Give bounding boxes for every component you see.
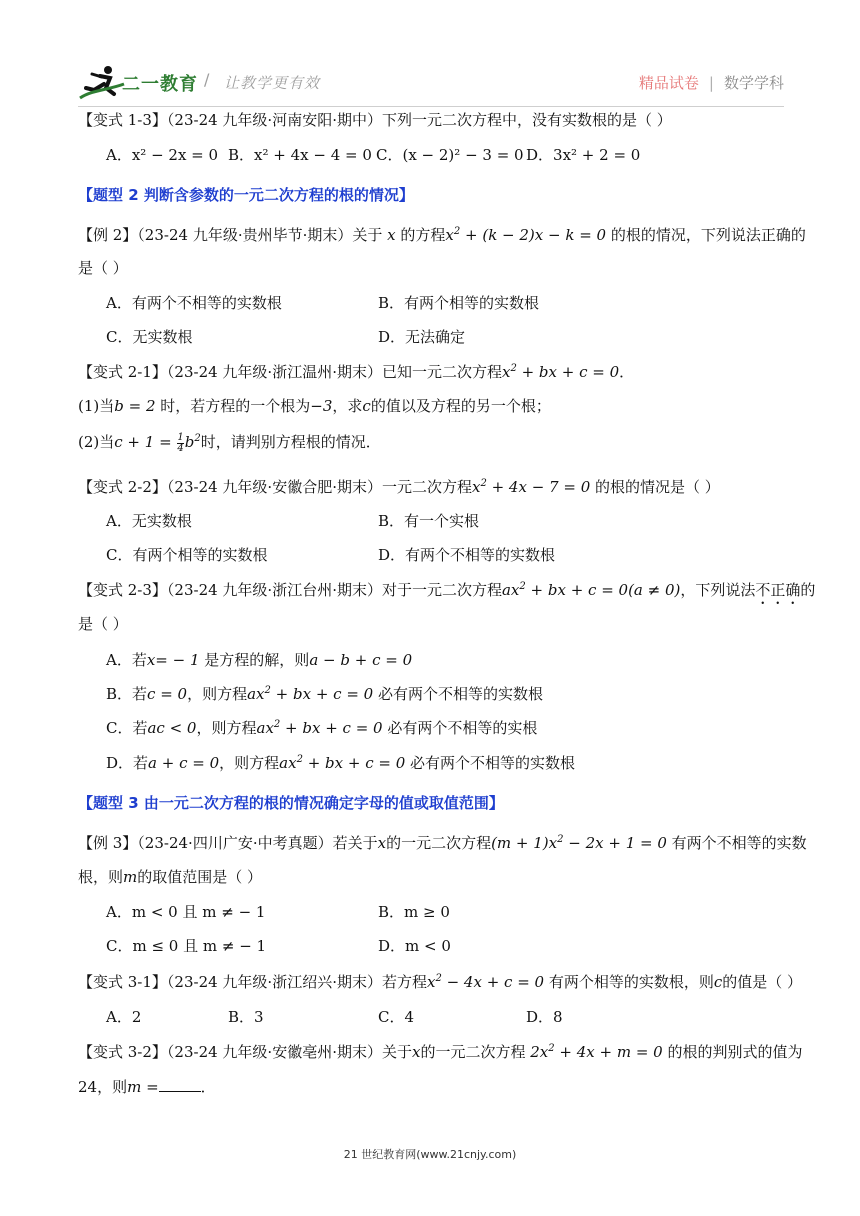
ex2-option-a: A．有两个不相等的实数根 (106, 294, 282, 312)
q31-stem-b: 有两个相等的实数根，则 (544, 973, 714, 991)
q23-d-cond: a + c = 0 (148, 754, 220, 772)
q31-stem (78, 972, 802, 992)
ex3-stem (78, 833, 807, 853)
header-right (639, 72, 784, 93)
var-x: x (377, 834, 387, 852)
q23-c-c: 必有两个不相等的实根 (382, 719, 538, 737)
ex2-stem-c: 的根的情况，下列说法正确的 (606, 226, 806, 244)
q23-c-eq: $ax^2$ + bx + c = 0 (256, 719, 383, 737)
q13-option-b: B．x² + 4x − 4 = 0 (228, 146, 372, 164)
answer-blank[interactable] (159, 1077, 201, 1092)
q23-a-result: a − b + c = 0 (309, 651, 413, 669)
ex3-stem-a: 【例 3】（23-24·四川广安·中考真题）若关于 (78, 834, 378, 852)
q22-option-a: A．无实数根 (106, 512, 192, 530)
brand-slogan: 让教学更有效 (224, 74, 321, 92)
q23-b-c: 必有两个不相等的实数根 (373, 685, 543, 703)
q23-stem (78, 580, 815, 608)
q31-option-b: B．3 (228, 1008, 264, 1026)
q23-d-c: 必有两个不相等的实数根 (405, 754, 576, 772)
running-figure-logo-icon (78, 64, 126, 102)
q32-stem-tail (78, 1077, 216, 1097)
q32-stem-b: 的一元二次方程 (420, 1043, 531, 1061)
q23-option-d (106, 753, 575, 773)
q23-b-a: B．若 (106, 685, 148, 703)
ex3-option-b: B．m ≥ 0 (378, 903, 450, 921)
q21-part2 (78, 432, 381, 454)
q23-b-cond: c = 0 (147, 685, 188, 703)
q32-tail-a: 24，则 (78, 1078, 128, 1096)
q23-a-a: A．若 (106, 651, 147, 669)
q21-equation: $x^2$ + bx + c = 0 (501, 363, 620, 381)
q21-stem-a: 【变式 2-1】（23-24 九年级·浙江温州·期末）已知一元二次方程 (78, 363, 502, 381)
subject-label: 数学学科 (723, 74, 784, 92)
q31-stem-c: 的值是（ ） (722, 973, 803, 991)
q23-stem-d: 的 (800, 581, 816, 599)
q23-option-a (106, 650, 412, 670)
ex2-stem-tail: 是（ ） (78, 259, 128, 277)
ex3-option-d: D．m < 0 (378, 937, 451, 955)
q21-p2-b: 时，请判别方程根的情况． (200, 433, 381, 451)
ex3-tail-b: 的取值范围是（ ） (137, 868, 263, 886)
q21-p1-d: 的值以及方程的另一个根； (370, 397, 551, 415)
q31-option-a: A．2 (106, 1008, 142, 1026)
q13-option-c: C．(x − 2)² − 3 = 0 (376, 146, 524, 164)
q21-part1 (78, 396, 551, 416)
var-x: x (411, 1043, 421, 1061)
q31-option-c: C．4 (378, 1008, 415, 1026)
ex3-equation: $(m + 1)x^2 - 2x + 1 = 0$ (491, 834, 667, 852)
q23-stem-b: ，下列说法 (680, 581, 756, 599)
q23-b-b: ，则方程 (187, 685, 248, 703)
q22-option-b: B．有一个实根 (378, 512, 480, 530)
ex2-stem (78, 225, 806, 245)
q23-option-c (106, 718, 537, 738)
q21-p2-a: (2)当 (78, 433, 115, 451)
var-m: m (123, 868, 138, 886)
q13-option-a: A．x² − 2x = 0 (106, 146, 219, 164)
var-c: c (713, 973, 723, 991)
page-header (78, 62, 784, 108)
q13-stem: 【变式 1-3】（23-24 九年级·河南安阳·期中）下列一元二次方程中，没有实数根的是（ ） (78, 111, 672, 129)
q23-c-b: ，则方程 (196, 719, 257, 737)
ex3-option-c: C．m ≤ 0 且 m ≠ − 1 (106, 937, 267, 955)
header-divider: | (708, 74, 714, 92)
ex3-stem-c: 有两个不相等的实数 (666, 834, 807, 852)
q23-c-a: C．若 (106, 719, 148, 737)
q23-a-b: 是方程的解，则 (199, 651, 310, 669)
ex3-stem-b: 的一元二次方程 (386, 834, 492, 852)
ex3-tail-a: 根，则 (78, 868, 124, 886)
q21-p1-b: 时，若方程的一个根为 (155, 397, 311, 415)
q31-equation: $x^2 - 4x + c = 0$ (426, 973, 545, 991)
q23-option-b (106, 684, 543, 704)
brand-name: 二一教育 (122, 74, 198, 95)
section-2-title: 【题型 2 判断含参数的一元二次方程的根的情况】 (78, 186, 414, 204)
fraction-quarter: $\frac{1}{4}$ (177, 431, 184, 454)
q23-d-b: ，则方程 (219, 754, 280, 772)
page-footer: 21 世纪教育网(www.21cnjy.com) (343, 1148, 517, 1161)
ex2-option-d: D．无法确定 (378, 328, 466, 346)
q21-condition: c + 1 = $\frac{1}{4}$ $b^2$ (114, 431, 201, 454)
ex2-stem-b: 的方程 (395, 226, 446, 244)
ex2-option-c: C．无实数根 (106, 328, 193, 346)
q31-option-d: D．8 (526, 1008, 563, 1026)
q23-b-eq: $ax^2$ + bx + c = 0 (247, 685, 374, 703)
q22-stem (78, 477, 720, 497)
header-rule (78, 106, 784, 107)
q22-stem-a: 【变式 2-2】（23-24 九年级·安徽合肥·期末）一元二次方程 (78, 478, 472, 496)
q21-b-eq: b = 2 (114, 397, 156, 415)
q22-stem-b: 的根的情况是（ ） (590, 478, 720, 496)
section-3-title: 【题型 3 由一元二次方程的根的情况确定字母的值或取值范围】 (78, 794, 504, 812)
ex2-stem-a: 【例 2】（23-24 九年级·贵州毕节·期末）关于 (78, 226, 388, 244)
q23-equation: $ax^2$ + bx + c = 0(a ≠ 0) (501, 581, 681, 599)
q32-stem (78, 1042, 803, 1062)
var-x: x (387, 226, 396, 244)
q23-stem-tail: 是（ ） (78, 615, 128, 633)
ex3-option-a: A．m < 0 且 m ≠ − 1 (106, 903, 266, 921)
ex3-stem-tail (78, 867, 262, 887)
q22-option-d: D．有两个不相等的实数根 (378, 546, 556, 564)
q23-d-a: D．若 (106, 754, 149, 772)
q32-stem-c: 的根的判别式的值为 (662, 1043, 803, 1061)
header-slash: / (204, 70, 210, 89)
q22-equation: $x^2 + 4x - 7 = 0$ (471, 478, 591, 496)
ex2-equation: $x^2 + (k - 2)x - k = 0$ (445, 226, 607, 244)
q32-equation: $2x^2 + 4x + m = 0$ (530, 1043, 663, 1061)
q21-p1-a: (1)当 (78, 397, 115, 415)
q23-d-eq: $ax^2$ + bx + c = 0 (279, 754, 406, 772)
var-c: c (362, 397, 371, 415)
q21-p1-c: ，求 (332, 397, 363, 415)
q31-stem-a: 【变式 3-1】（23-24 九年级·浙江绍兴·期末）若方程 (78, 973, 427, 991)
ex2-option-b: B．有两个相等的实数根 (378, 294, 540, 312)
q32-tail-b: ． (200, 1078, 216, 1096)
emphasis-not-correct: 不正确 (755, 581, 801, 599)
q23-stem-a: 【变式 2-3】（23-24 九年级·浙江台州·期末）对于一元二次方程 (78, 581, 502, 599)
q21-stem: 【变式 2-1】（23-24 九年级·浙江温州·期末）已知一元二次方程$x^2$ + bx + c = 0． (78, 363, 635, 381)
q32-stem-a: 【变式 3-2】（23-24 九年级·安徽亳州·期末）关于 (78, 1043, 412, 1061)
paper-label: 精品试卷 (638, 74, 699, 92)
q23-a-cond: x= − 1 (146, 651, 200, 669)
q21-root: −3 (310, 397, 333, 415)
q23-c-cond: ac < 0 (147, 719, 197, 737)
q32-m-eq: m = (127, 1078, 159, 1096)
q22-option-c: C．有两个相等的实数根 (106, 546, 268, 564)
q13-option-d: D．3x² + 2 = 0 (526, 146, 641, 164)
